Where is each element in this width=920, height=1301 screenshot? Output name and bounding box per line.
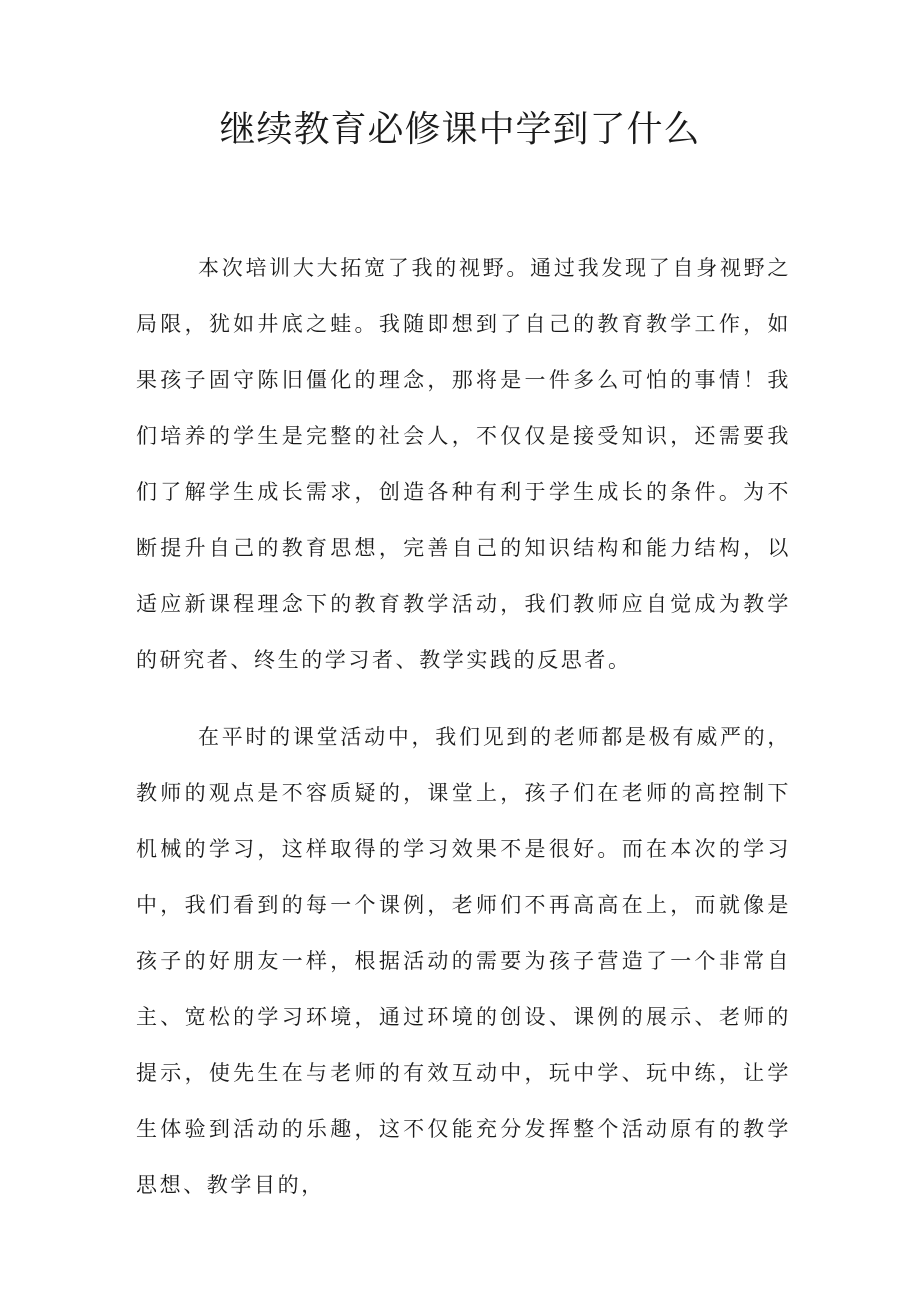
paragraph-2: 在平时的课堂活动中，我们见到的老师都是极有威严的，教师的观点是不容质疑的，课堂上，孩子们在老师的高控制下机械的学习，这样取得的学习效果不是很好。而在本次的学习中，我们看到的每一个课例，老师们不再高高在上，而就像是孩子的好朋友一样，根据活动的需要为孩子营造了一个非常自主、宽松的学习环境，通过环境的创设、课例的展示、老师的提示，使先生在与老师的有效互动中，玩中学、玩中练，让学生体验到活动的乐趣，这不仅能充分发挥整个活动原有的教学思想、教学目的， <box>136 725 791 1197</box>
paragraph-1: 本次培训大大拓宽了我的视野。通过我发现了自身视野之局限，犹如井底之蛙。我随即想到了自己的教育教学工作，如果孩子固守陈旧僵化的理念，那将是一件多么可怕的事情！我们培养的学生是完整的社会人，不仅仅是接受知识，还需要我们了解学生成长需求，创造各种有利于学生成长的条件。为不断提升自己的教育思想，完善自己的知识结构和能力结构，以适应新课程理念下的教育教学活动，我们教师应自觉成为教学的研究者、终生的学习者、教学实践的反思者。 <box>136 256 791 672</box>
document-title: 继续教育必修课中学到了什么 <box>219 109 701 150</box>
document-body <box>136 240 791 1213</box>
